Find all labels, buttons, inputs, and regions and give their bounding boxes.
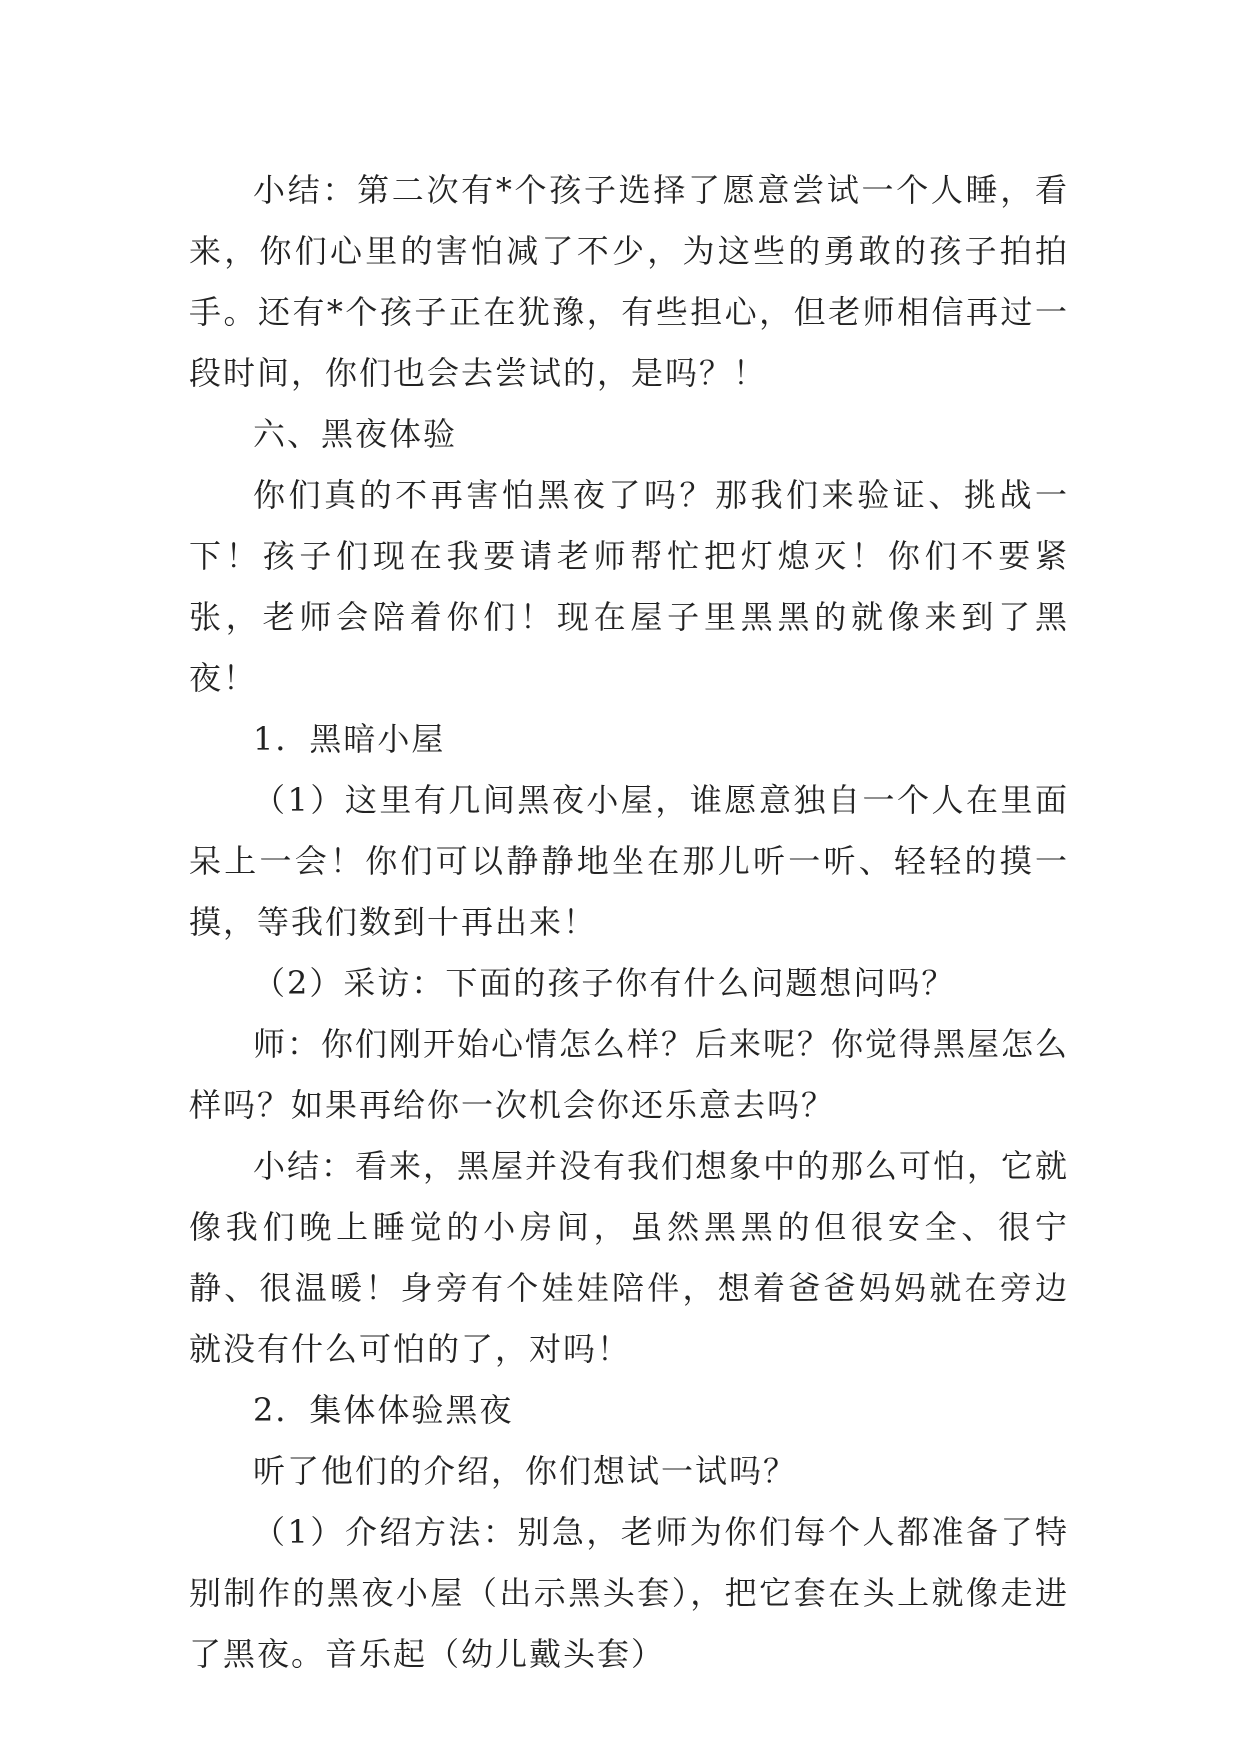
paragraph-method-intro: （1）介绍方法：别急，老师为你们每个人都准备了特别制作的黑夜小屋（出示黑头套），把它套在头上就像走进了黑夜。音乐起（幼儿戴头套）	[189, 1513, 1069, 1673]
paragraph-teacher-questions: 师：你们刚开始心情怎么样？后来呢？你觉得黑屋怎么样吗？如果再给你一次机会你还乐意去吗？	[189, 1025, 1070, 1124]
paragraph-dark-room-step-1: （1）这里有几间黑夜小屋，谁愿意独自一个人在里面呆上一会！你们可以静静地坐在那儿听一听、轻轻的摸一摸，等我们数到十再出来！	[189, 781, 1069, 941]
paragraph-group-question: 听了他们的介绍，你们想试一试吗？	[253, 1452, 798, 1490]
subheading-group-experience: 2．集体体验黑夜	[253, 1391, 514, 1429]
paragraph-challenge-intro: 你们真的不再害怕黑夜了吗？那我们来验证、挑战一下！孩子们现在我要请老师帮忙把灯熄灭！你们不要紧张，老师会陪着你们！现在屋子里黑黑的就像来到了黑夜！	[189, 476, 1069, 697]
body-text	[189, 160, 1069, 1685]
section-heading-night-experience: 六、黑夜体验	[253, 415, 458, 453]
paragraph-summary-two: 小结：看来，黑屋并没有我们想象中的那么可怕，它就像我们晚上睡觉的小房间，虽然黑黑的但很安全、很宁静、很温暖！身旁有个娃娃陪伴，想着爸爸妈妈就在旁边就没有什么可怕的了，对吗！	[189, 1147, 1070, 1368]
subheading-dark-room: 1．黑暗小屋	[253, 720, 446, 758]
paragraph-summary-one: 小结：第二次有*个孩子选择了愿意尝试一个人睡，看来，你们心里的害怕减了不少，为这些的勇敢的孩子拍拍手。还有*个孩子正在犹豫，有些担心，但老师相信再过一段时间，你们也会去尝试的，是吗？！	[189, 171, 1069, 392]
paragraph-dark-room-step-2: （2）采访：下面的孩子你有什么问题想问吗？	[253, 964, 956, 1002]
